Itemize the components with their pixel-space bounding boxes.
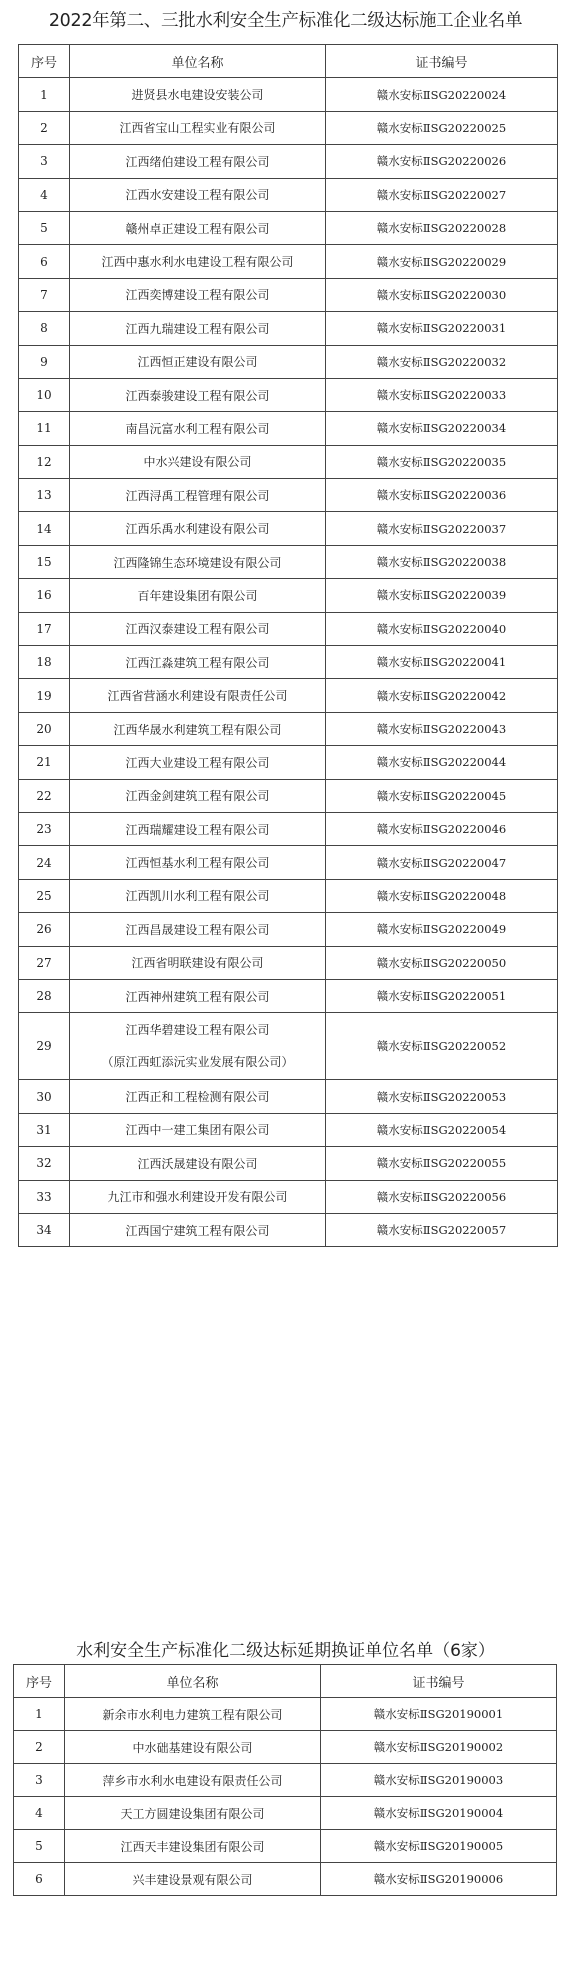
row-cert-number: 赣水安标ⅡSG20220033 <box>326 378 558 411</box>
row-company-name: 江西省宝山工程实业有限公司 <box>70 111 326 144</box>
row-cert-number: 赣水安标ⅡSG20220054 <box>326 1113 558 1146</box>
row-company-name: 江西昌晟建设工程有限公司 <box>70 913 326 946</box>
row-cert-number: 赣水安标ⅡSG20220051 <box>326 979 558 1012</box>
table-row <box>19 946 558 979</box>
table2-title: 水利安全生产标准化二级达标延期换证单位名单（6家） <box>76 1641 495 1661</box>
row-company-name: 江西国宁建筑工程有限公司 <box>70 1213 326 1246</box>
row-cert-number: 赣水安标ⅡSG20220029 <box>326 245 558 278</box>
row-cert-number: 赣水安标ⅡSG20220028 <box>326 211 558 244</box>
row-seq: 5 <box>19 211 70 244</box>
table-row <box>19 812 558 845</box>
table-row <box>19 378 558 411</box>
row-seq: 7 <box>19 278 70 311</box>
row-seq: 10 <box>19 378 70 411</box>
row-seq: 11 <box>19 412 70 445</box>
row-company-former-name: （原江西虹添沅实业发展有限公司） <box>101 1055 294 1070</box>
row-seq: 13 <box>19 479 70 512</box>
row-seq: 23 <box>19 812 70 845</box>
row-company-name: 江西凯川水利工程有限公司 <box>70 879 326 912</box>
row-seq: 15 <box>19 545 70 578</box>
table2 <box>13 1664 557 1896</box>
row-seq: 5 <box>14 1830 65 1863</box>
row-cert-number: 赣水安标ⅡSG20190005 <box>321 1830 557 1863</box>
row-company-name: 江西正和工程检测有限公司 <box>70 1080 326 1113</box>
row-cert-number: 赣水安标ⅡSG20220030 <box>326 278 558 311</box>
table-row <box>19 979 558 1012</box>
row-cert-number: 赣水安标ⅡSG20220042 <box>326 679 558 712</box>
table-row <box>19 1013 558 1080</box>
table-row <box>14 1797 557 1830</box>
row-company-name: 江西汉泰建设工程有限公司 <box>70 612 326 645</box>
table2-header-row <box>14 1665 557 1698</box>
row-cert-number: 赣水安标ⅡSG20220026 <box>326 145 558 178</box>
table-row <box>19 78 558 111</box>
row-company-name: 江西省营涵水利建设有限责任公司 <box>70 679 326 712</box>
header-name: 单位名称 <box>70 45 326 78</box>
row-company-name: 江西瑞耀建设工程有限公司 <box>70 812 326 845</box>
table-row <box>19 1080 558 1113</box>
table-row <box>19 712 558 745</box>
row-company-name: 江西中一建工集团有限公司 <box>70 1113 326 1146</box>
row-cert-number: 赣水安标ⅡSG20220037 <box>326 512 558 545</box>
row-company-name: 天工方圆建设集团有限公司 <box>65 1797 321 1830</box>
row-seq: 34 <box>19 1213 70 1246</box>
row-cert-number: 赣水安标ⅡSG20220047 <box>326 846 558 879</box>
table-row <box>19 211 558 244</box>
row-company-name: 江西中惠水利水电建设工程有限公司 <box>70 245 326 278</box>
header-cert: 证书编号 <box>321 1665 557 1698</box>
row-seq: 2 <box>19 111 70 144</box>
row-seq: 2 <box>14 1731 65 1764</box>
row-seq: 16 <box>19 579 70 612</box>
table-row <box>19 445 558 478</box>
row-seq: 33 <box>19 1180 70 1213</box>
row-seq: 12 <box>19 445 70 478</box>
row-cert-number: 赣水安标ⅡSG20220034 <box>326 412 558 445</box>
row-company-name: 江西乐禹水利建设有限公司 <box>70 512 326 545</box>
row-cert-number: 赣水安标ⅡSG20220024 <box>326 78 558 111</box>
table-row <box>19 1147 558 1180</box>
row-seq: 4 <box>19 178 70 211</box>
row-company-name: 兴丰建设景观有限公司 <box>65 1863 321 1896</box>
table-row <box>19 278 558 311</box>
table-row <box>19 312 558 345</box>
row-cert-number: 赣水安标ⅡSG20220032 <box>326 345 558 378</box>
row-seq: 24 <box>19 846 70 879</box>
row-company-name: 江西泰骏建设工程有限公司 <box>70 378 326 411</box>
table-row <box>19 1213 558 1246</box>
table-row <box>19 1180 558 1213</box>
row-company-name: 百年建设集团有限公司 <box>70 579 326 612</box>
row-seq: 8 <box>19 312 70 345</box>
table-row <box>14 1731 557 1764</box>
row-company-name: 江西九瑞建设工程有限公司 <box>70 312 326 345</box>
row-cert-number: 赣水安标ⅡSG20190003 <box>321 1764 557 1797</box>
table1-body <box>19 78 558 1247</box>
row-cert-number: 赣水安标ⅡSG20220039 <box>326 579 558 612</box>
table-row <box>14 1764 557 1797</box>
table-row <box>19 479 558 512</box>
row-seq: 6 <box>14 1863 65 1896</box>
row-company-name: 江西华晟水利建筑工程有限公司 <box>70 712 326 745</box>
row-company-name <box>70 1013 326 1080</box>
row-company-name: 江西恒基水利工程有限公司 <box>70 846 326 879</box>
row-company-name: 江西天丰建设集团有限公司 <box>65 1830 321 1863</box>
row-cert-number: 赣水安标ⅡSG20190002 <box>321 1731 557 1764</box>
table1 <box>18 44 558 1247</box>
row-company-name: 赣州卓正建设工程有限公司 <box>70 211 326 244</box>
row-company-name: 江西金剑建筑工程有限公司 <box>70 779 326 812</box>
row-cert-number: 赣水安标ⅡSG20220046 <box>326 812 558 845</box>
row-company-name: 新余市水利电力建筑工程有限公司 <box>65 1698 321 1731</box>
row-cert-number: 赣水安标ⅡSG20220038 <box>326 545 558 578</box>
table-row <box>19 1113 558 1146</box>
row-cert-number: 赣水安标ⅡSG20220053 <box>326 1080 558 1113</box>
table-row <box>14 1830 557 1863</box>
row-cert-number: 赣水安标ⅡSG20190006 <box>321 1863 557 1896</box>
row-cert-number: 赣水安标ⅡSG20220049 <box>326 913 558 946</box>
row-seq: 17 <box>19 612 70 645</box>
row-seq: 1 <box>19 78 70 111</box>
row-seq: 25 <box>19 879 70 912</box>
table1-title: 2022年第二、三批水利安全生产标准化二级达标施工企业名单 <box>48 11 523 31</box>
row-cert-number: 赣水安标ⅡSG20220035 <box>326 445 558 478</box>
row-cert-number: 赣水安标ⅡSG20220041 <box>326 646 558 679</box>
row-company-name: 进贤县水电建设安装公司 <box>70 78 326 111</box>
row-cert-number: 赣水安标ⅡSG20190004 <box>321 1797 557 1830</box>
table-row <box>19 345 558 378</box>
row-seq: 32 <box>19 1147 70 1180</box>
table-row <box>19 412 558 445</box>
row-cert-number: 赣水安标ⅡSG20220040 <box>326 612 558 645</box>
table-row <box>19 846 558 879</box>
table-row <box>19 145 558 178</box>
row-seq: 3 <box>14 1764 65 1797</box>
row-seq: 29 <box>19 1013 70 1080</box>
row-cert-number: 赣水安标ⅡSG20220057 <box>326 1213 558 1246</box>
table-row <box>19 178 558 211</box>
table-row <box>14 1698 557 1731</box>
row-cert-number: 赣水安标ⅡSG20220043 <box>326 712 558 745</box>
table-row <box>19 612 558 645</box>
row-company-name: 江西奕博建设工程有限公司 <box>70 278 326 311</box>
header-seq: 序号 <box>14 1665 65 1698</box>
row-cert-number: 赣水安标ⅡSG20220045 <box>326 779 558 812</box>
row-company-name: 江西神州建筑工程有限公司 <box>70 979 326 1012</box>
row-company-name: 江西绪伯建设工程有限公司 <box>70 145 326 178</box>
row-seq: 20 <box>19 712 70 745</box>
table-row <box>19 879 558 912</box>
row-company-name: 江西大业建设工程有限公司 <box>70 746 326 779</box>
row-seq: 19 <box>19 679 70 712</box>
row-company-name-line: 江西华碧建设工程有限公司 <box>125 1023 270 1038</box>
header-seq: 序号 <box>19 45 70 78</box>
row-company-name: 江西恒正建设有限公司 <box>70 345 326 378</box>
table-row <box>19 512 558 545</box>
table-row <box>19 579 558 612</box>
row-seq: 30 <box>19 1080 70 1113</box>
row-cert-number: 赣水安标ⅡSG20220055 <box>326 1147 558 1180</box>
row-seq: 31 <box>19 1113 70 1146</box>
table-row <box>19 245 558 278</box>
table-row <box>19 746 558 779</box>
table-row <box>19 111 558 144</box>
table-row <box>19 679 558 712</box>
row-company-name: 江西水安建设工程有限公司 <box>70 178 326 211</box>
row-seq: 26 <box>19 913 70 946</box>
row-seq: 22 <box>19 779 70 812</box>
table-row <box>19 545 558 578</box>
header-name: 单位名称 <box>65 1665 321 1698</box>
row-seq: 21 <box>19 746 70 779</box>
row-cert-number: 赣水安标ⅡSG20190001 <box>321 1698 557 1731</box>
row-cert-number: 赣水安标ⅡSG20220044 <box>326 746 558 779</box>
row-company-name: 江西沃晟建设有限公司 <box>70 1147 326 1180</box>
table-row <box>19 913 558 946</box>
row-company-name: 江西江淼建筑工程有限公司 <box>70 646 326 679</box>
row-cert-number: 赣水安标ⅡSG20220025 <box>326 111 558 144</box>
row-cert-number: 赣水安标ⅡSG20220052 <box>326 1013 558 1080</box>
row-cert-number: 赣水安标ⅡSG20220027 <box>326 178 558 211</box>
row-cert-number: 赣水安标ⅡSG20220036 <box>326 479 558 512</box>
table-row <box>14 1863 557 1896</box>
row-seq: 9 <box>19 345 70 378</box>
table1-header-row <box>19 45 558 78</box>
row-cert-number: 赣水安标ⅡSG20220050 <box>326 946 558 979</box>
row-company-name: 江西隆锦生态环境建设有限公司 <box>70 545 326 578</box>
row-seq: 14 <box>19 512 70 545</box>
row-seq: 28 <box>19 979 70 1012</box>
row-seq: 6 <box>19 245 70 278</box>
row-cert-number: 赣水安标ⅡSG20220056 <box>326 1180 558 1213</box>
table-row <box>19 646 558 679</box>
row-company-name: 江西浔禹工程管理有限公司 <box>70 479 326 512</box>
row-cert-number: 赣水安标ⅡSG20220048 <box>326 879 558 912</box>
row-company-name: 中水兴建设有限公司 <box>70 445 326 478</box>
table2-body <box>14 1698 557 1896</box>
row-seq: 3 <box>19 145 70 178</box>
row-company-name: 中水础基建设有限公司 <box>65 1731 321 1764</box>
header-cert: 证书编号 <box>326 45 558 78</box>
row-cert-number: 赣水安标ⅡSG20220031 <box>326 312 558 345</box>
row-company-name: 江西省明联建设有限公司 <box>70 946 326 979</box>
row-seq: 1 <box>14 1698 65 1731</box>
row-seq: 27 <box>19 946 70 979</box>
row-company-name: 九江市和强水利建设开发有限公司 <box>70 1180 326 1213</box>
table-row <box>19 779 558 812</box>
row-company-name: 萍乡市水利水电建设有限责任公司 <box>65 1764 321 1797</box>
row-seq: 18 <box>19 646 70 679</box>
row-company-name: 南昌沅富水利工程有限公司 <box>70 412 326 445</box>
row-seq: 4 <box>14 1797 65 1830</box>
